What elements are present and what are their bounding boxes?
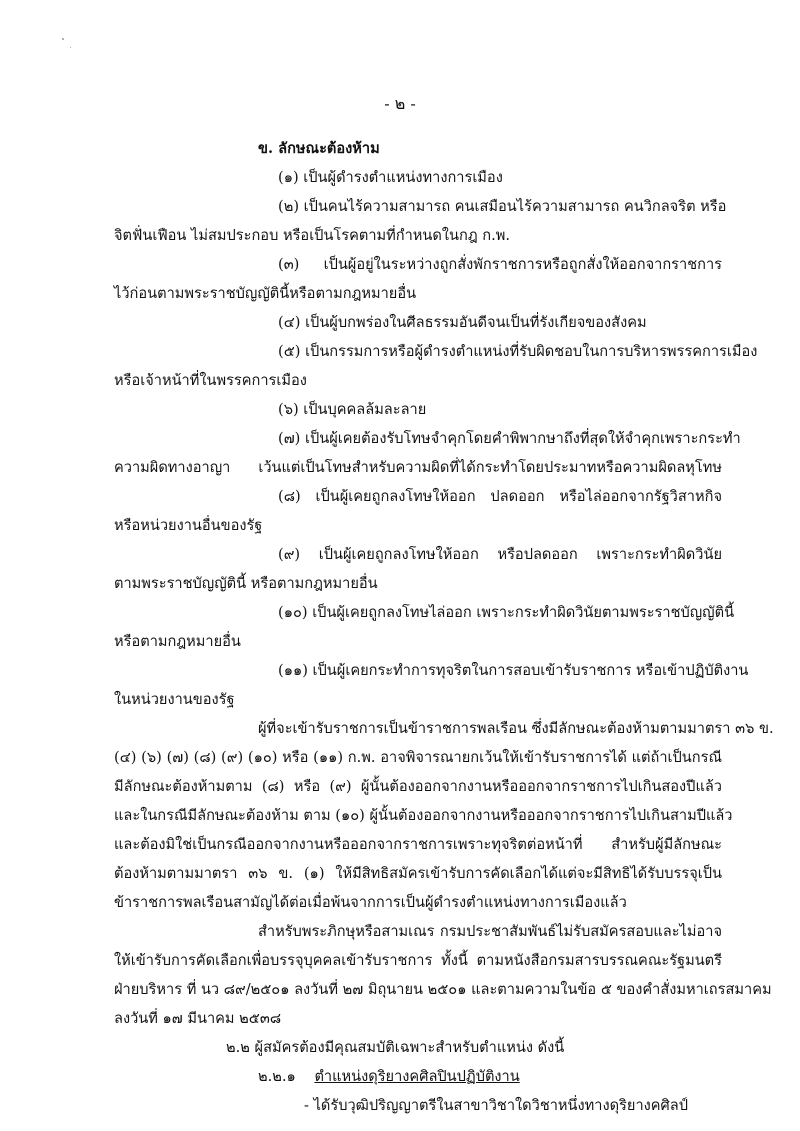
exemption-para-line-1: ผู้ที่จะเข้ารับราชการเป็นข้าราชการพลเรือน ซึ่งมีลักษณะต้องห้ามตามมาตรา ๓๖ ข. xyxy=(258,720,774,737)
exemption-para-line-3: มีลักษณะต้องห้ามตาม (๘) หรือ (๙) ผู้นั้นต้องออกจากงานหรือออกจากราชการไปเกินสองปีแล้ว xyxy=(114,778,722,795)
item-9-line-1: (๙) เป็นผู้เคยถูกลงโทษให้ออก หรือปลดออก เพราะกระทำผิดวินัย xyxy=(278,546,722,563)
exemption-para-line-6: ต้องห้ามตามมาตรา ๓๖ ข. (๑) ให้มีสิทธิสมัครเข้ารับการคัดเลือกได้แต่จะมีสิทธิได้รับบรรจุเป็น xyxy=(114,865,722,882)
section-2-2-1-heading xyxy=(258,1068,520,1086)
item-3-line-2: ไว้ก่อนตามพระราชบัญญัตินี้หรือตามกฎหมายอื่น xyxy=(114,285,417,302)
degree-requirement: - ได้รับวุฒิปริญญาตรีในสาขาวิชาใดวิชาหนึ่งทางดุริยางคศิลป์ xyxy=(304,1097,688,1114)
section-2-2-1-number: ๒.๒.๑ xyxy=(258,1068,296,1085)
item-4: (๔) เป็นผู้บกพร่องในศีลธรรมอันดีจนเป็นที่รังเกียจของสังคม xyxy=(278,314,647,331)
item-7-line-2: ความผิดทางอาญา เว้นแต่เป็นโทษสำหรับความผิดที่ได้กระทำโดยประมาทหรือความผิดลหุโทษ xyxy=(114,459,722,476)
position-title: ตำแหน่งดุริยางคศิลปินปฏิบัติงาน xyxy=(314,1068,520,1085)
exemption-para-line-5: และต้องมิใช่เป็นกรณีออกจากงานหรือออกจากราชการเพราะทุจริตต่อหน้าที่ สำหรับผู้มีลักษณะ xyxy=(114,836,722,853)
item-2-line-2: จิตฟั่นเฟือน ไม่สมประกอบ หรือเป็นโรคตามที่กำหนดในกฎ ก.พ. xyxy=(114,227,510,244)
item-1: (๑) เป็นผู้ดำรงตำแหน่งทางการเมือง xyxy=(278,169,503,186)
exemption-para-line-7: ข้าราชการพลเรือนสามัญได้ต่อเมื่อพ้นจากการเป็นผู้ดำรงตำแหน่งทางการเมืองแล้ว xyxy=(114,894,627,911)
scan-speck xyxy=(70,47,71,48)
item-8-line-1: (๘) เป็นผู้เคยถูกลงโทษให้ออก ปลดออก หรือไล่ออกจากรัฐวิสาหกิจ xyxy=(278,488,722,505)
item-11-line-2: ในหน่วยงานของรัฐ xyxy=(114,691,235,708)
item-10-line-1: (๑๐) เป็นผู้เคยถูกลงโทษไล่ออก เพราะกระทำผิดวินัยตามพระราชบัญญัตินี้ xyxy=(278,604,735,621)
item-2-line-1: (๒) เป็นคนไร้ความสามารถ คนเสมือนไร้ความสามารถ คนวิกลจริต หรือ xyxy=(278,198,727,215)
item-3-line-1: (๓) เป็นผู้อยู่ในระหว่างถูกสั่งพักราชการหรือถูกสั่งให้ออกจากราชการ xyxy=(278,256,722,273)
scan-speck xyxy=(62,38,64,40)
monk-para-line-3: ฝ่ายบริหาร ที่ นว ๘๙/๒๕๐๑ ลงวันที่ ๒๗ มิถุนายน ๒๕๐๑ และตามความในข้อ ๕ ของคำสั่งมหาเถรสมาคม xyxy=(114,981,772,998)
exemption-para-line-2: (๔) (๖) (๗) (๘) (๙) (๑๐) หรือ (๑๑) ก.พ. อาจพิจารณายกเว้นให้เข้ารับราชการได้ แต่ถ้าเป็นกรณี xyxy=(114,749,722,766)
item-8-line-2: หรือหน่วยงานอื่นของรัฐ xyxy=(114,517,263,534)
item-10-line-2: หรือตามกฎหมายอื่น xyxy=(114,633,241,650)
exemption-para-line-4: และในกรณีมีลักษณะต้องห้าม ตาม (๑๐) ผู้นั้นต้องออกจากงานหรือออกจากราชการไปเกินสามปีแล้ว xyxy=(114,807,733,824)
item-5-line-1: (๕) เป็นกรรมการหรือผู้ดำรงตำแหน่งที่รับผิดชอบในการบริหารพรรคการเมือง xyxy=(278,343,758,360)
item-7-line-1: (๗) เป็นผู้เคยต้องรับโทษจำคุกโดยคำพิพากษาถึงที่สุดให้จำคุกเพราะกระทำ xyxy=(278,430,741,447)
page-number: - ๒ - xyxy=(384,94,416,113)
item-9-line-2: ตามพระราชบัญญัตินี้ หรือตามกฎหมายอื่น xyxy=(114,575,378,592)
item-6: (๖) เป็นบุคคลล้มละลาย xyxy=(278,401,427,418)
monk-para-line-4: ลงวันที่ ๑๗ มีนาคม ๒๕๓๘ xyxy=(114,1010,282,1027)
item-11-line-1: (๑๑) เป็นผู้เคยกระทำการทุจริตในการสอบเข้ารับราชการ หรือเข้าปฏิบัติงาน xyxy=(278,662,749,679)
item-5-line-2: หรือเจ้าหน้าที่ในพรรคการเมือง xyxy=(114,372,307,389)
monk-para-line-2: ให้เข้ารับการคัดเลือกเพื่อบรรจุบุคคลเข้ารับราชการ ทั้งนี้ ตามหนังสือกรมสารบรรณคณะรัฐมนตรี xyxy=(114,952,722,969)
monk-para-line-1: สำหรับพระภิกษุหรือสามเณร กรมประชาสัมพันธ์ไม่รับสมัครสอบและไม่อาจ xyxy=(258,923,722,940)
section-b-heading: ข. ลักษณะต้องห้าม xyxy=(258,140,380,157)
section-2-2: ๒.๒ ผู้สมัครต้องมีคุณสมบัติเฉพาะสำหรับตำแหน่ง ดังนี้ xyxy=(226,1039,565,1056)
